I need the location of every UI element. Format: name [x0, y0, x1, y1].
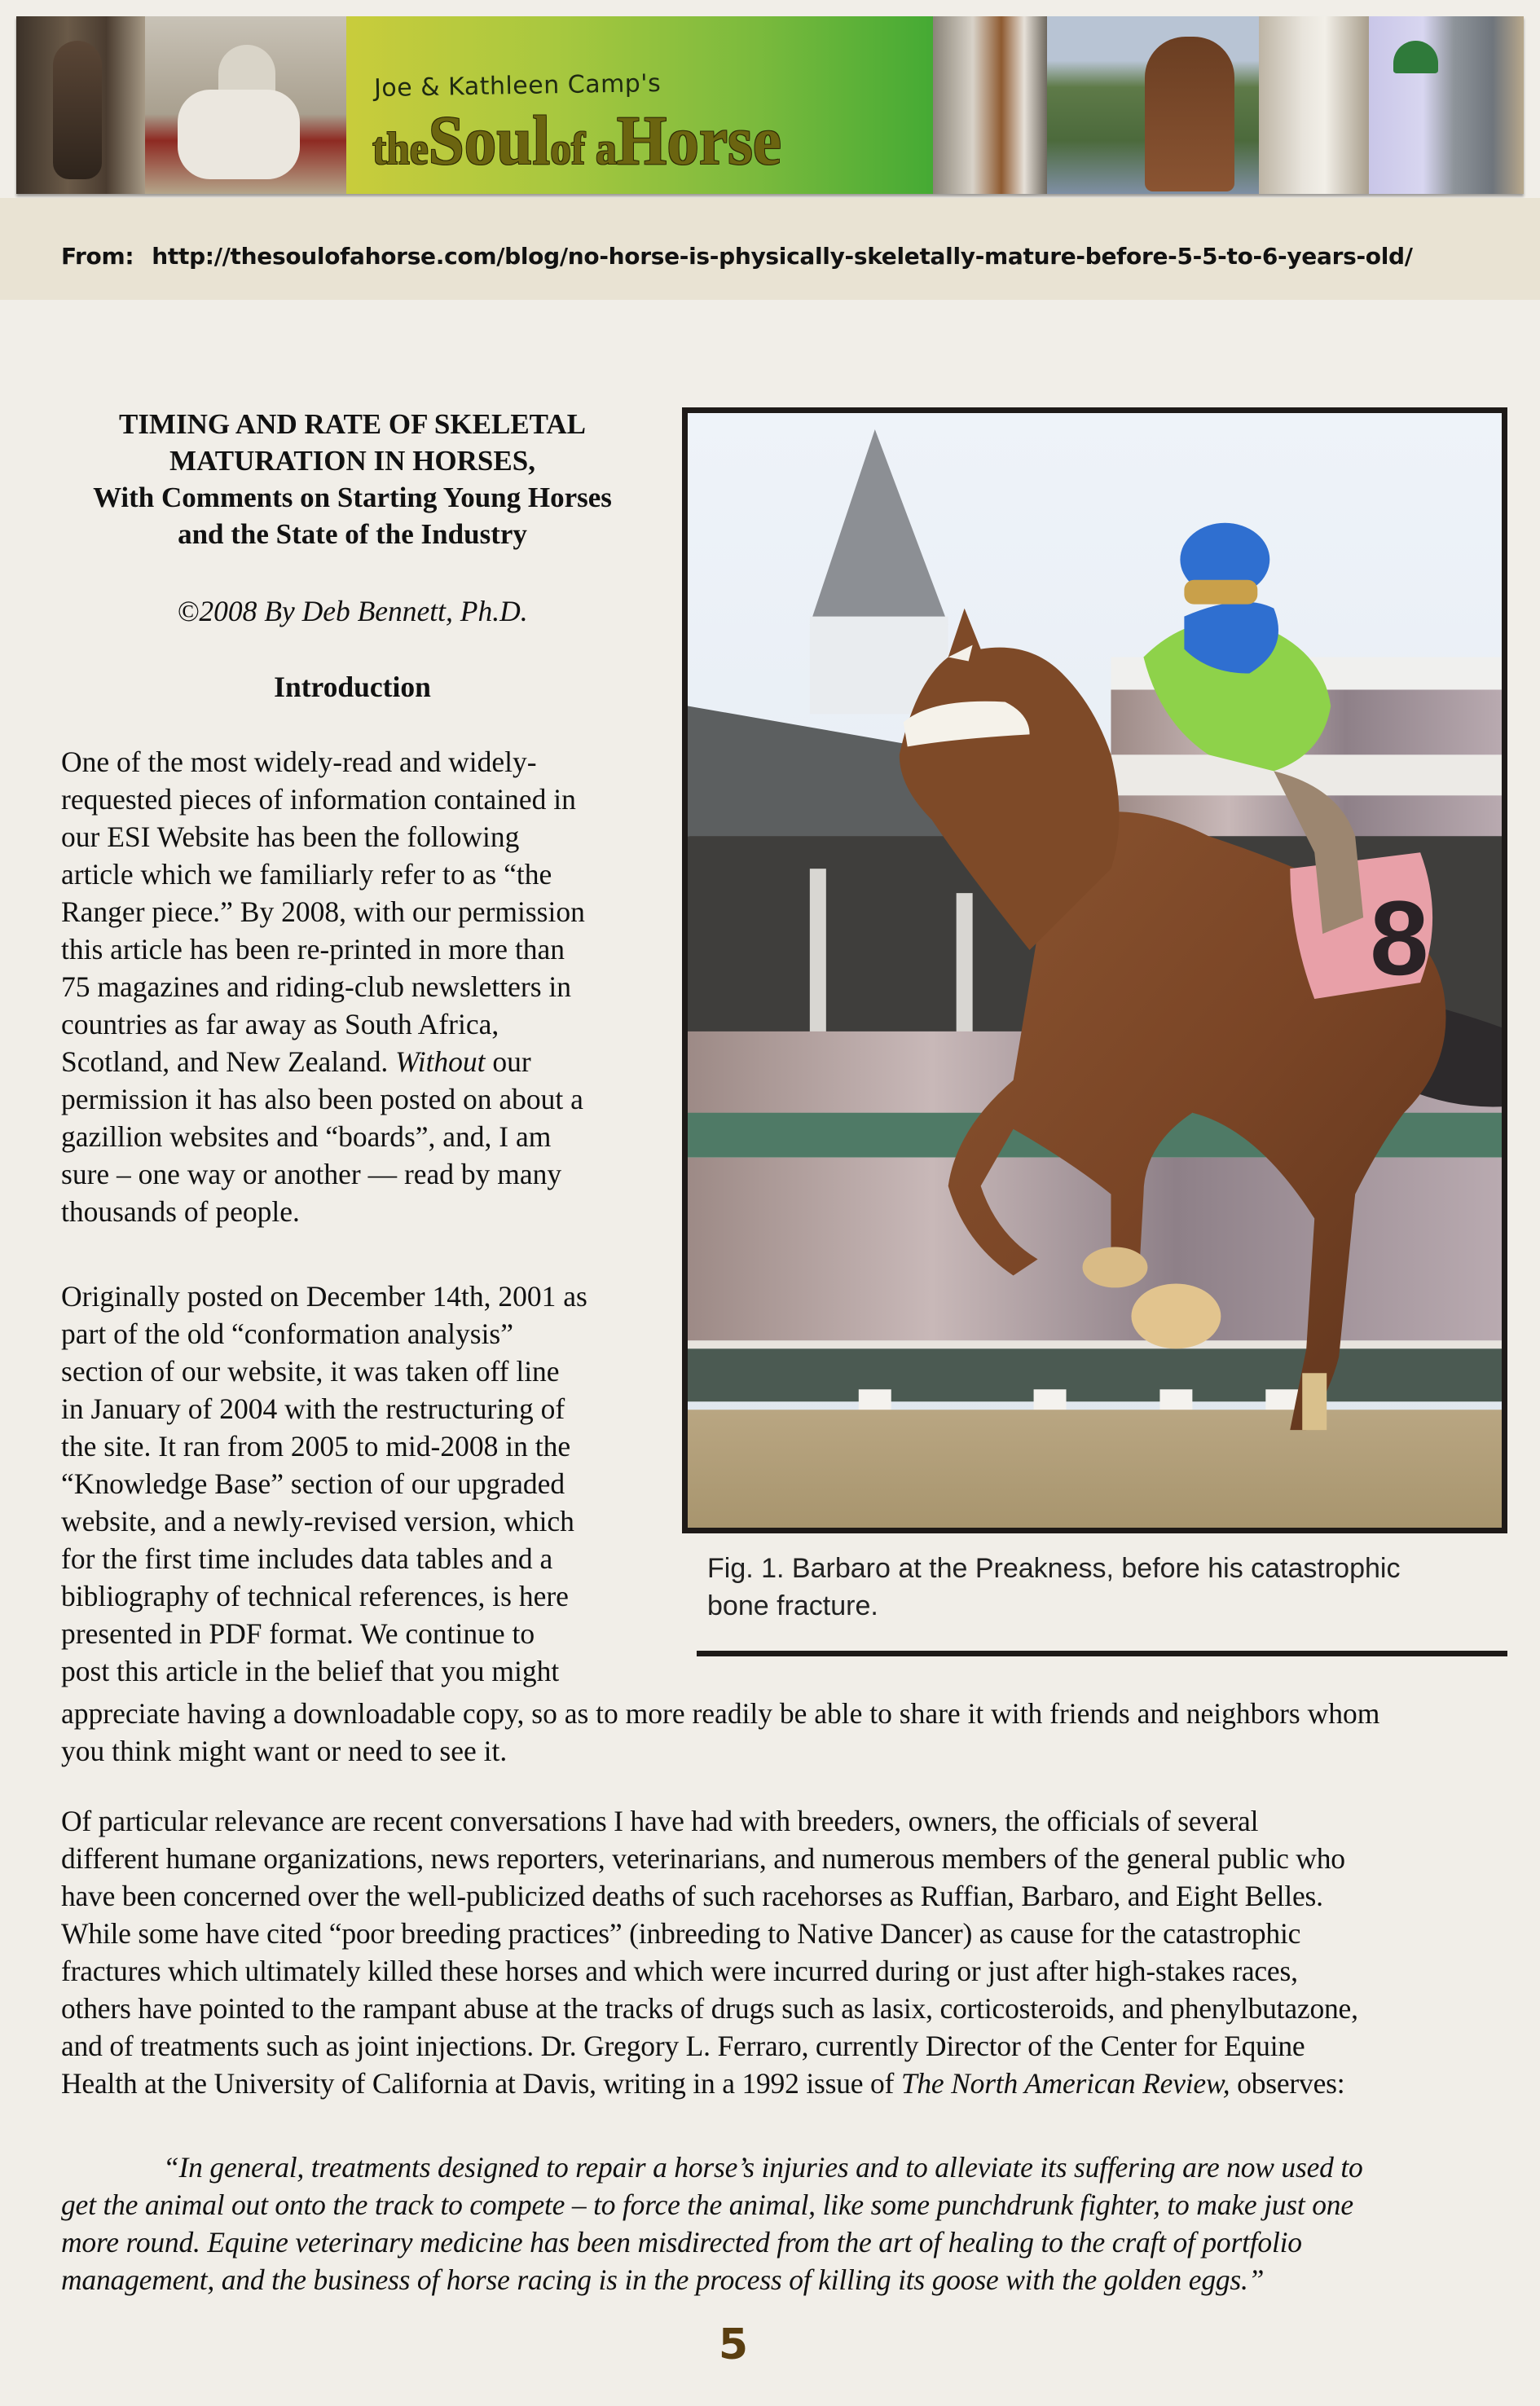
paragraph-line: 75 magazines and riding-club newsletters in: [61, 970, 571, 1003]
jockey-goggles: [1184, 580, 1257, 605]
paragraph-line: different humane organizations, news reporters, veterinarians, and numerous members of the general public who: [61, 1842, 1345, 1875]
paragraph-line: Ranger piece.” By 2008, with our permission: [61, 895, 585, 928]
paragraph-line: thousands of people.: [61, 1195, 300, 1228]
section-heading-introduction: Introduction: [274, 671, 431, 703]
paragraph-text: our: [485, 1045, 531, 1078]
publication-title: The North American Review,: [900, 2067, 1230, 2100]
paragraph-line: post this article in the belief that you might: [61, 1655, 560, 1687]
paragraph-line: permission it has also been posted on about a: [61, 1083, 583, 1115]
dirt-track: [688, 1410, 1502, 1528]
caption-line: Fig. 1. Barbaro at the Preakness, before his catastrophic: [707, 1553, 1401, 1584]
paragraph-line: Originally posted on December 14th, 2001 as: [61, 1280, 587, 1313]
paragraph-line: Of particular relevance are recent conversations I have had with breeders, owners, the officials of several: [61, 1805, 1259, 1837]
source-band: [0, 198, 1540, 300]
paragraph-line: you think might want or need to see it.: [61, 1735, 508, 1767]
paragraph-line: requested pieces of information contained in: [61, 783, 576, 816]
banner-photo-horse-head: [16, 16, 145, 194]
title-line: TIMING AND RATE OF SKELETAL: [118, 408, 587, 440]
site-logo[interactable]: [346, 16, 933, 194]
paragraph-line: One of the most widely-read and widely-: [61, 746, 537, 778]
paragraph-line: countries as far away as South Africa,: [61, 1008, 499, 1040]
paragraph-line: sure – one way or another — read by many: [61, 1158, 562, 1190]
page-number: 5: [718, 2320, 749, 2369]
front-hoof: [1131, 1283, 1221, 1348]
site-banner: [16, 16, 1524, 194]
banner-photo-man-kissing-horse: [1047, 16, 1259, 194]
paragraph-line: our ESI Website has been the following: [61, 820, 520, 853]
banner-photo-white-foal: [1259, 16, 1369, 194]
paragraph-line: for the first time includes data tables and a: [61, 1542, 553, 1575]
paragraph-line: section of our website, it was taken off line: [61, 1355, 560, 1388]
hind-bandage: [1302, 1373, 1327, 1430]
title-line: and the State of the Industry: [178, 518, 527, 550]
paragraph-line: fractures which ultimately killed these horses and which were incurred during or just after high-stakes races,: [61, 1955, 1298, 1987]
banner-photo-woman-with-gray-horse: [1369, 16, 1524, 194]
rail: [688, 1340, 1502, 1348]
logo-word-horse: Horse: [616, 101, 781, 179]
saddle-cloth-number: 8: [1370, 878, 1429, 997]
banner-photo-man-with-foal: [145, 16, 346, 194]
logo-word-the: the: [372, 124, 429, 174]
paragraph-line: and of treatments such as joint injections. Dr. Gregory L. Ferraro, currently Director of the Center for Equine: [61, 2030, 1305, 2062]
paragraph-line: in January of 2004 with the restructuring of: [61, 1392, 565, 1425]
caption-divider: [697, 1651, 1507, 1656]
logo-byline: Joe & Kathleen Camp's: [373, 68, 662, 103]
racehorse-photo: [688, 413, 1502, 1528]
paragraph-line: article which we familiarly refer to as “the: [61, 858, 552, 891]
paragraph-line: [61, 1043, 531, 1080]
paragraph-line: appreciate having a downloadable copy, so as to more readily be able to share it with friends and neighbors whom: [61, 1697, 1380, 1730]
source-label: From:: [61, 243, 134, 270]
source-url-link[interactable]: http://thesoulofahorse.com/blog/no-horse-is-physically-skeletally-mature-before-5-5-to-6-years-old/: [152, 243, 1413, 270]
quote-line: “In general, treatments designed to repair a horse’s injuries and to alleviate its suffering are now used to: [163, 2151, 1363, 2184]
paragraph-line: website, and a newly-revised version, which: [61, 1505, 574, 1537]
paragraph-line: this article has been re-printed in more than: [61, 933, 565, 965]
paragraph-line: the site. It ran from 2005 to mid-2008 in the: [61, 1430, 571, 1463]
figure-caption: [707, 1550, 1506, 1625]
author-byline: ©2008 By Deb Bennett, Ph.D.: [177, 595, 528, 627]
paragraph-line: gazillion websites and “boards”, and, I am: [61, 1120, 552, 1153]
paragraph-line: While some have cited “poor breeding practices” (inbreeding to Native Dancer) as cause for the catastrophic: [61, 1917, 1301, 1950]
paragraph-line: have been concerned over the well-publicized deaths of such racehorses as Ruffian, Barbaro, and Eight Belles.: [61, 1880, 1323, 1912]
paragraph-line: others have pointed to the rampant abuse at the tracks of drugs such as lasix, corticosteroids, and phenylbutazone,: [61, 1992, 1358, 2025]
emphasis-without: Without: [395, 1045, 486, 1078]
paragraph-text: observes:: [1230, 2067, 1345, 2100]
paragraph-line: bibliography of technical references, is here: [61, 1580, 569, 1612]
figure-photo-barbaro: [682, 407, 1507, 1533]
paragraph-line: [61, 2065, 1344, 2102]
paragraph-line: presented in PDF format. We continue to: [61, 1617, 535, 1650]
quote-line: management, and the business of horse racing is in the process of killing its goose with the golden eggs.”: [61, 2263, 1265, 2296]
paragraph-line: part of the old “conformation analysis”: [61, 1317, 513, 1350]
logo-word-soul: Soul: [428, 101, 551, 179]
paragraph-text: Scotland, and New Zealand.: [61, 1045, 396, 1078]
banner-photo-paint-horse: [933, 16, 1047, 194]
front-hoof: [1083, 1247, 1148, 1288]
title-line: With Comments on Starting Young Horses: [93, 482, 612, 513]
rail-fence: [688, 1348, 1502, 1401]
source-line: [61, 243, 1413, 270]
logo-title: [372, 99, 781, 181]
quote-line: more round. Equine veterinary medicine has been misdirected from the art of healing to the craft of portfolio: [61, 2226, 1302, 2259]
quote-line: get the animal out onto the track to compete – to force the animal, like some punchdrunk fighter, to make just one: [61, 2188, 1353, 2221]
paragraph-text: Health at the University of California at Davis, writing in a 1992 issue of: [61, 2067, 901, 2100]
paragraph-line: “Knowledge Base” section of our upgraded: [61, 1467, 565, 1500]
caption-line: bone fracture.: [707, 1590, 878, 1621]
title-line: MATURATION IN HORSES,: [169, 445, 535, 477]
logo-word-of-a: of a: [550, 124, 617, 174]
